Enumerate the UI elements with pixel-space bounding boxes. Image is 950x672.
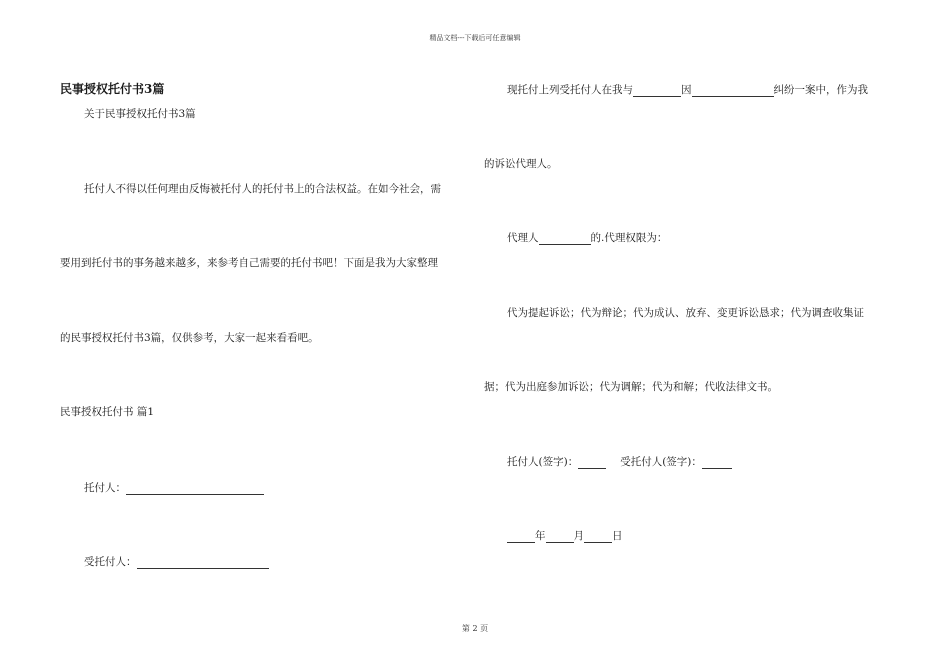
paragraph-line: 托付人不得以任何理由反悔被托付人的托付书上的合法权益。在如今社会，需 [84, 183, 441, 195]
page-header: 精品文档---下载后可任意编辑 [429, 34, 521, 42]
authority-text: 的.代理权限为： [590, 232, 668, 244]
month-label: 月 [573, 530, 584, 542]
party-blank[interactable] [633, 85, 681, 97]
year-label: 年 [535, 530, 546, 542]
paragraph-line: 的民事授权托付书3篇，仅供参考，大家一起来看看吧。 [60, 332, 319, 344]
agent-signature-label: 受托付人(签字)： [620, 456, 702, 468]
section-heading: 民事授权托付书 篇1 [60, 406, 155, 418]
cause-text: 因 [681, 84, 692, 96]
principal-signature-label: 托付人(签字)： [507, 456, 579, 468]
page-number: 第 2 页 [461, 624, 489, 633]
dispute-text: 纠纷一案中，作为我 [773, 84, 868, 96]
entrust-text: 现托付上列受托付人在我与 [507, 84, 633, 96]
principal-row [84, 480, 264, 495]
principal-signature-blank[interactable] [578, 457, 606, 469]
subtitle: 关于民事授权托付书3篇 [84, 108, 196, 120]
agent-label: 受托付人： [84, 556, 137, 568]
day-blank[interactable] [584, 531, 612, 543]
entrust-line [507, 82, 868, 97]
agent-text: 代理人 [507, 232, 539, 244]
agent-authority-line [507, 230, 667, 245]
principal-label: 托付人： [84, 482, 126, 494]
day-label: 日 [612, 530, 623, 542]
paragraph-line: 要用到托付书的事务越来越多，来参考自己需要的托付书吧！下面是我为大家整理 [60, 257, 438, 269]
month-blank[interactable] [546, 531, 574, 543]
signature-row [507, 454, 732, 469]
agent-name-blank[interactable] [539, 233, 591, 245]
scope-line: 代为提起诉讼；代为辩论；代为成认、放弃、变更诉讼恳求；代为调查收集证 [507, 307, 864, 319]
agent-blank[interactable] [137, 557, 269, 569]
agent-row [84, 554, 269, 569]
scope-line: 据；代为出庭参加诉讼；代为调解；代为和解；代收法律文书。 [484, 381, 778, 393]
principal-blank[interactable] [126, 483, 264, 495]
date-row [507, 528, 623, 543]
document-title: 民事授权托付书3篇 [60, 82, 165, 96]
cause-blank[interactable] [692, 85, 774, 97]
year-blank[interactable] [507, 531, 535, 543]
paragraph-line: 的诉讼代理人。 [484, 158, 558, 170]
agent-signature-blank[interactable] [702, 457, 732, 469]
